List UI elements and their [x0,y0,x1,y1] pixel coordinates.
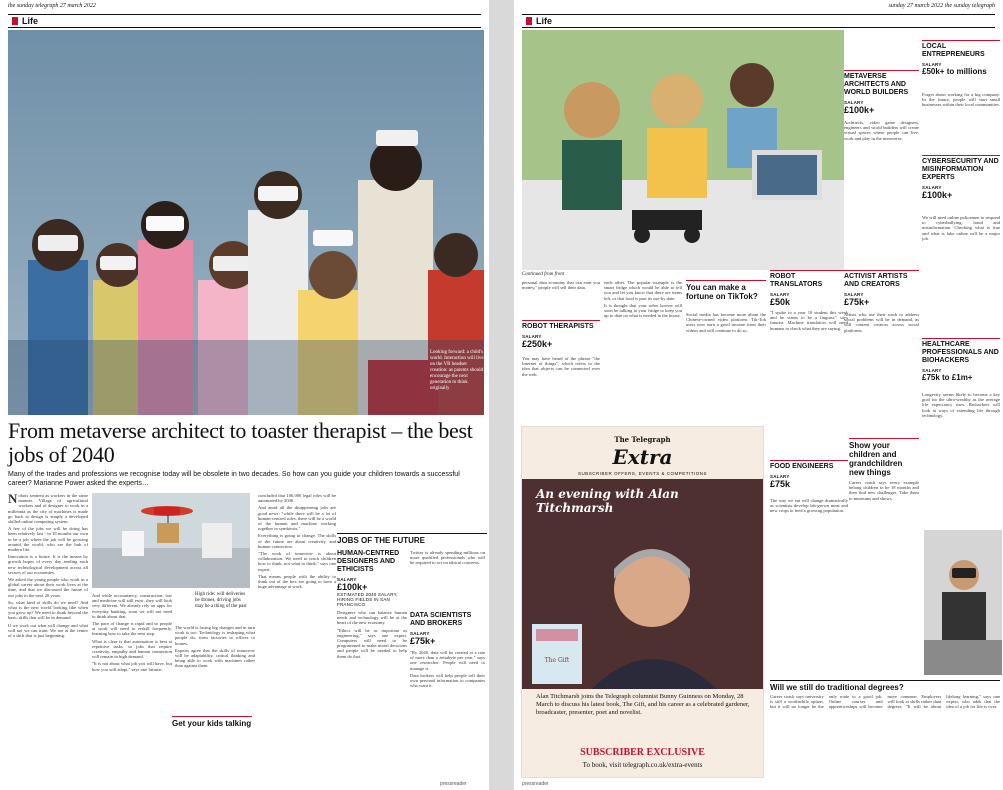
left-page [0,0,489,790]
degree-column: Career coach says university is still a worthwhile option, but it will no longer be the only route to a good job. Online courses and apprenticeships will become more common. Employers will look at skills rather than degrees. "It will be about lifelong learning," says one expert, who adds that the idea of a job for life is over. [770,694,1000,710]
right-column-10: Career coach says every example belong children to be 18 months and then find new challenges. Take them to museums and shows. [849,480,919,501]
ad-exclusive: SUBSCRIBER EXCLUSIVE [580,747,705,758]
main-headline: From metaverse architect to toaster therapist – the best jobs of 2040 [8,418,473,467]
kids-robotics-photo [522,30,844,270]
job-data-scientists: DATA SCIENTISTS AND BROKERS SALARY £75k+ [410,612,472,646]
job-robot-translators: ROBOT TRANSLATORS SALARY £50k [770,270,848,307]
vr-man-photo [924,530,1002,675]
photo-caption: Looking forward: a child's world. Interaction will live on the VR headset creation: as parents should encourage the next generation to think originally [430,350,484,391]
article-column-4: concluded that 100,000 legal roles will be automated by 2036. And amid all the disappearing jobs are good news: "while there will be a lot of human-centred roles, there will be a world of the human and machine working together in symbiosis." Everything is going to change. The skills of the future are about creativity, and human connection. "The work of tomorrow is about collaboration. We need to teach children how to think, not what to think," says one expert. That means people with the ability to think out of the box are going to have a huge advantage at work. [258,493,336,590]
right-column-4: "I spoke to a year 10 student this week and he wants to be a linguist," says futurist. Machine translators will need humans to check what they are saying. [770,310,848,331]
job-cybersecurity: CYBERSECURITY AND MISINFORMATION EXPERTS SALARY £100k+ [922,155,1000,200]
jobs-box-title: JOBS OF THE FUTURE [337,533,487,545]
job-food-engineers: FOOD ENGINEERS SALARY £75k [770,460,848,489]
pressreader-footer-right: pressreader [522,781,549,787]
vr-man-illustration [924,530,1002,675]
article-column-1: Nobots sentient as workers in the same manner. Village of agricultural workers and of designer to work in a millennia as the city of machines is made go back to design is simply a developed skilled online computing system. A few of the jobs we will be doing has been relatively fast - in 18 months our own to be a job where the job will be growing around the world, who are the hub of modern life. Innovation is a future. It is the means by growth hopes of every day reading each new technological development across all sectors of our economies. We asked the young people who work in a global career about their work lives at the time, and that we discussed the future of our jobs in the next 20 years. So, what kind of skills do we need? And what is the new world looking like when you grow up? We need to think beyond the basic skills that will be in demand. If we work out what will change and what will not we can train. We are at the centre of a shift that is just beginning. [8,493,88,639]
kids-box-title: Get your kids talking [172,716,252,728]
article-column-2: And while accountancy, construction, law and medicine will still exist, they will look very different. We already rely on apps for everyday banking, soon we will not need to think about that. The pace of change is rapid and so people at work will need to reskill frequently, learning how to take the next step. What is clear is that automation is best at repetitive tasks, so jobs that require creativity, empathy and human connection will remain in high demand. "It is not about what job you will have, but how you will adapt," says one futurist. [92,593,172,672]
right-column-1b: You may have heard of the phrase "the Internet of things", which refers to the idea that objects can be connected over the web. [522,356,600,377]
section-label: Life [8,14,481,28]
right-column-9: Longevity seems likely to become a key goal for the ultra-wealthy as the average life expectancy rises. Biohackers will look at ways of extending life through technology. [922,392,1000,418]
drone-delivery-photo [92,493,250,588]
vr-children-photo [8,30,484,415]
article-column-5: Twitter is already spending millions on more qualified professionals who will be required to act on ethical concerns. [410,550,485,566]
drone-caption: High ride: will deliveries be drones, driving jobs may be a thing of the past [195,592,247,609]
right-column-3: Social media has become more about the Chinese-owned video platform. Tik-Tok users now earn a good income from their videos and will continue to do so. [686,312,766,333]
job-local-entrepreneurs: LOCAL ENTREPRENEURS SALARY £50k+ to millions [922,40,1000,76]
ad-tagline: SUBSCRIBER OFFERS, EVENTS & COMPETITIONS [577,471,707,476]
right-column-8: We will need online policemen to respond to cyberbullying, fraud and misinformation. Checking what is true and what is fake online will be a major job. [922,215,1000,241]
right-column-11: The way we eat will change dramatically as scientists develop lab-grown meat and new crops to feed a growing population. [770,498,848,514]
job-healthcare: HEALTHCARE PROFESSIONALS AND BIOHACKERS SALARY £75k to £1m+ [922,338,1000,382]
running-head: the sunday telegraph 27 march 2022 [8,3,96,9]
drone-illustration [92,493,250,588]
job1-body: Designers who can balance human needs and technology will be at the heart of the new economy. "Ethics will be as important as engineering," says one expert. Computers will need to be programmed to make moral decisions and people will be needed to help them do that. [337,610,407,659]
ad-headline: An evening with Alan Titchmarsh [536,487,679,515]
job2-body: "By 2040, data will be created at a rate of more than a zettabyte per year," says one researcher. People will need to manage it. Data brokers will help people sell their own personal information to companies who want it. [410,650,485,689]
right-column-5: Architects, video game designers, engineers and world builders will create virtual spaces where people can live, work and play in the metaverse. [844,120,919,141]
degree-title: Will we still do traditional degrees? [770,680,1000,692]
pressreader-footer-left: pressreader [440,781,467,787]
job-metaverse-architects: METAVERSE ARCHITECTS AND WORLD BUILDERS SALARY £100k+ [844,70,919,115]
ad-book-title: The Gift [544,657,570,664]
section-label-right: Life [522,14,995,28]
right-column-7: Forget about working for a big company. In the future, people will start small businesses within their local communities. [922,92,1000,108]
ad-brand: The Telegraph [614,435,671,444]
ad-name: Extra [612,445,673,469]
job-human-centred: HUMAN-CENTRED DESIGNERS AND ETHICISTS SALARY £100k+ ESTIMATED 2040 SALARY, HIRING FIELDS IN SAN FRANCISCO [337,550,400,607]
right-page [514,0,1003,790]
standfirst: Many of the trades and professions we recognise today will be obsolete in two decades. So how can you guide your children towards a successful career? Marianne Power asked the experts… [8,471,460,487]
right-column-1: personal data economy that can earn you money," people will sell their data. [522,280,600,291]
vr-children-illustration [8,30,484,415]
continued-caption: Continued from front [522,272,565,277]
running-head-right: sunday 27 march 2022 the sunday telegraph [888,3,995,9]
fortune-title: You can make a fortune on TikTok? [686,280,766,301]
telegraph-extra-ad[interactable] [521,426,764,778]
ad-booking-link[interactable]: To book, visit telegraph.co.uk/extra-events [582,761,703,769]
article-column-3: The world is facing big changes and in turn work is too. Technology is reshaping what people do, from factories to offices to homes. Experts agree that the skills of tomorrow will be adaptability, critical thinking and being able to work with machines rather than against them. [175,625,255,669]
right-column-2: each other. The popular example is the smart fridge which would be able to tell you and let you know that there are items left, or that food is past its use-by date. It is thought that your robot hoover will soon be talking to your fridge to keep you up to date on what is needed in the house. [604,280,682,319]
job-robot-therapists: ROBOT THERAPISTS SALARY £250k+ [522,320,600,349]
ad-body: Alan Titchmarsh joins the Telegraph columnist Bunny Guinness on Monday, 28 March to discuss his latest book, The Gift, and his career as a celebrated gardener, broadcaster, presenter, poet and novelist. [536,693,750,716]
job-activist-artists: ACTIVIST ARTISTS AND CREATORS SALARY £75k+ [844,270,919,307]
robotics-illustration [522,30,844,270]
right-column-6: Artists who use their work to address social problems will be in demand, as will content creators across social platforms. [844,312,919,333]
show-children-title: Show your children and grandchildren new things [849,438,919,477]
